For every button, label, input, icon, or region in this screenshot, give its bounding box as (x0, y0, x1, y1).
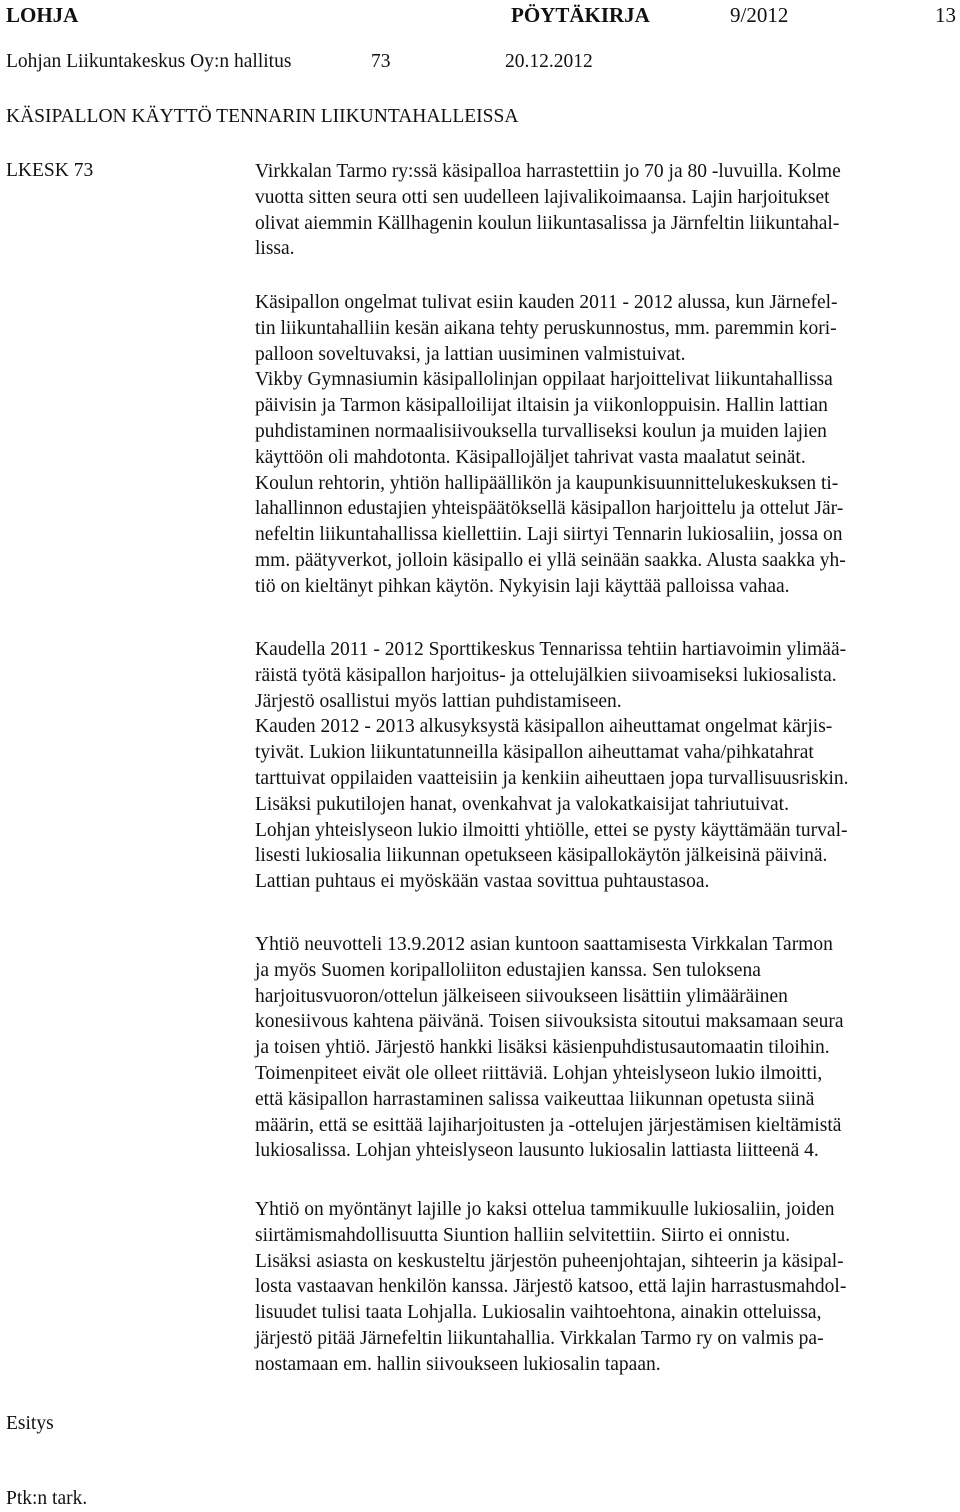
text-line: lahallinnon edustajien yhteispäätöksellä käsipallon harjoittelu ja ottelut Jär- (255, 498, 844, 520)
text-line: tiö on kieltänyt pihkan käytön. Nykyisin laji käyttää palloissa vahaa. (255, 575, 790, 597)
text-line: ja myös Suomen koripalloliiton edustajien kanssa. Sen tuloksena (255, 959, 761, 981)
text-line: tyivät. Lukion liikuntatunneilla käsipallon aiheuttamat vaha/pihkatahrat (255, 742, 814, 764)
text-line: Yhtiö neuvotteli 13.9.2012 asian kuntoon saattamisesta Virkkalan Tarmon (255, 934, 833, 955)
text-line: harjoitusvuoron/ottelun jälkeiseen siivoukseen lisättiin ylimääräinen (255, 985, 788, 1007)
text-line: että käsipallon harrastaminen salissa vaikeuttaa liikunnan opetusta siinä (255, 1088, 815, 1110)
paragraph-5 (255, 1197, 955, 1378)
text-line: nostamaan em. hallin siivoukseen lukiosalin tapaan. (255, 1353, 661, 1375)
text-line: lisesti lukiosalia liikunnan opetukseen käsipallokäytön jälkeisinä päivinä. (255, 845, 828, 867)
text-line: Käsipallon ongelmat tulivat esiin kauden 2011 - 2012 alussa, kun Järnefel- (255, 292, 838, 313)
text-line: Järjestö osallistui myös lattian puhdistamiseen. (255, 690, 622, 712)
paragraph-3 (255, 637, 955, 895)
text-line: Lisäksi asiasta on keskusteltu järjestön puheenjohtajan, sihteerin ja käsipal- (255, 1250, 844, 1272)
section-number: 73 (371, 51, 391, 72)
page-number: 13 (935, 3, 956, 27)
text-line: määrin, että se esittää lajiharjoitusten ja -ottelujen järjestämisen kieltämistä (255, 1114, 842, 1136)
text-line: vuotta sitten seura otti sen uudelleen lajivalikoimaansa. Lajin harjoitukset (255, 186, 830, 208)
header-subline (6, 51, 618, 75)
org-name: LOHJA (6, 3, 79, 27)
text-line: siirtämismahdollisuutta Siuntion halliin selvitettiin. Siirto ei onnistu. (255, 1224, 791, 1246)
text-line: Lohjan yhteislyseon lukio ilmoitti yhtiölle, ettei se pysty käyttämään turval- (255, 819, 848, 841)
text-line: lisuudet tulisi taata Lohjalla. Lukiosalin vaihtoehtona, ainakin otteluissa, (255, 1302, 822, 1324)
text-line: losta vastaavan henkilön kanssa. Järjestö katsoo, että lajin harrastusmahdol- (255, 1276, 847, 1298)
document-number: 9/2012 (730, 3, 789, 27)
meeting-date: 20.12.2012 (505, 51, 593, 72)
text-line: Kauden 2012 - 2013 alkusyksystä käsipallon aiheuttamat ongelmat kärjis- (255, 716, 833, 738)
proposal-label: Esitys (6, 1413, 54, 1434)
text-line: Koulun rehtorin, yhtiön hallipäällikön ja kaupunkisuunnittelukeskuksen ti- (255, 472, 839, 494)
text-line: palloon soveltuvaksi, ja lattian uusiminen valmistuivat. (255, 343, 686, 365)
text-line: ja toisen yhtiö. Järjestö hankki lisäksi käsienpuhdistusautomaatin tiloihin. (255, 1037, 830, 1059)
text-line: päivisin ja Tarmon käsipalloilijat iltaisin ja viikonloppuisin. Hallin lattian (255, 395, 828, 417)
section-ref: LKESK 73 (6, 160, 94, 181)
text-line: nefeltin liikuntahallissa kiellettiin. Laji siirtyi Tennarin lukiosaliin, jossa on (255, 524, 843, 546)
proposal-author-label: Ptk:n tark. (6, 1488, 88, 1509)
board-name: Lohjan Liikuntakeskus Oy:n hallitus (6, 51, 292, 72)
text-line: konesiivous kahtena päivänä. Toisen siivouksista sitoutui maksamaan seura (255, 1011, 844, 1033)
paragraph-1 (255, 159, 955, 262)
text-line: Lisäksi pukutilojen hanat, ovenkahvat ja valokatkaisijat tahriutuivat. (255, 793, 789, 815)
text-line: Vikby Gymnasiumin käsipallolinjan oppilaat harjoittelivat liikuntahallissa (255, 369, 833, 391)
text-line: Toimenpiteet eivät ole olleet riittäviä. Lohjan yhteislyseon lukio ilmoitti, (255, 1062, 823, 1084)
text-line: järjestö pitää Järnefeltin liikuntahallia. Virkkalan Tarmo ry on valmis pa- (255, 1327, 824, 1349)
agenda-title: KÄSIPALLON KÄYTTÖ TENNARIN LIIKUNTAHALLEISSA (6, 106, 519, 127)
text-line: Lattian puhtaus ei myöskään vastaa sovittua puhtaustasoa. (255, 871, 710, 893)
text-line: lissa. (255, 238, 295, 260)
text-line: tin liikuntahalliin kesän aikana tehty peruskunnostus, mm. paremmin kori- (255, 317, 837, 339)
paragraph-2 (255, 290, 955, 600)
text-line: Virkkalan Tarmo ry:ssä käsipalloa harrastettiin jo 70 ja 80 -luvuilla. Kolme (255, 161, 841, 182)
paragraph-4 (255, 932, 955, 1164)
text-line: räistä työtä käsipallon harjoitus- ja ottelujälkien siivoamiseksi lukiosalista. (255, 664, 837, 686)
text-line: Yhtiö on myöntänyt lajille jo kaksi ottelua tammikuulle lukiosaliin, joiden (255, 1199, 835, 1220)
text-line: tarttuivat oppilaiden vaatteisiin ja kenkiin aiheuttaen jopa turvallisuusriskin. (255, 767, 849, 789)
text-line: käyttöön oli mahdotonta. Käsipallojäljet tahrivat vasta maalatut seinät. (255, 446, 806, 468)
text-line: olivat aiemmin Källhagenin koulun liikuntasalissa ja Järnfeltin liikuntahal- (255, 212, 840, 234)
text-line: puhdistaminen normaalisiivouksella turvalliseksi koulun ja muiden lajien (255, 420, 827, 442)
text-line: lukiosalissa. Lohjan yhteislyseon lausunto lukiosalin lattiasta liitteenä 4. (255, 1140, 819, 1162)
text-line: mm. päätyverkot, jolloin käsipallo ei yllä seinään saakka. Alusta saakka yh- (255, 549, 846, 571)
document-type: PÖYTÄKIRJA (511, 3, 650, 27)
text-line: Kaudella 2011 - 2012 Sporttikeskus Tennarissa tehtiin hartiavoimin ylimää- (255, 639, 847, 660)
